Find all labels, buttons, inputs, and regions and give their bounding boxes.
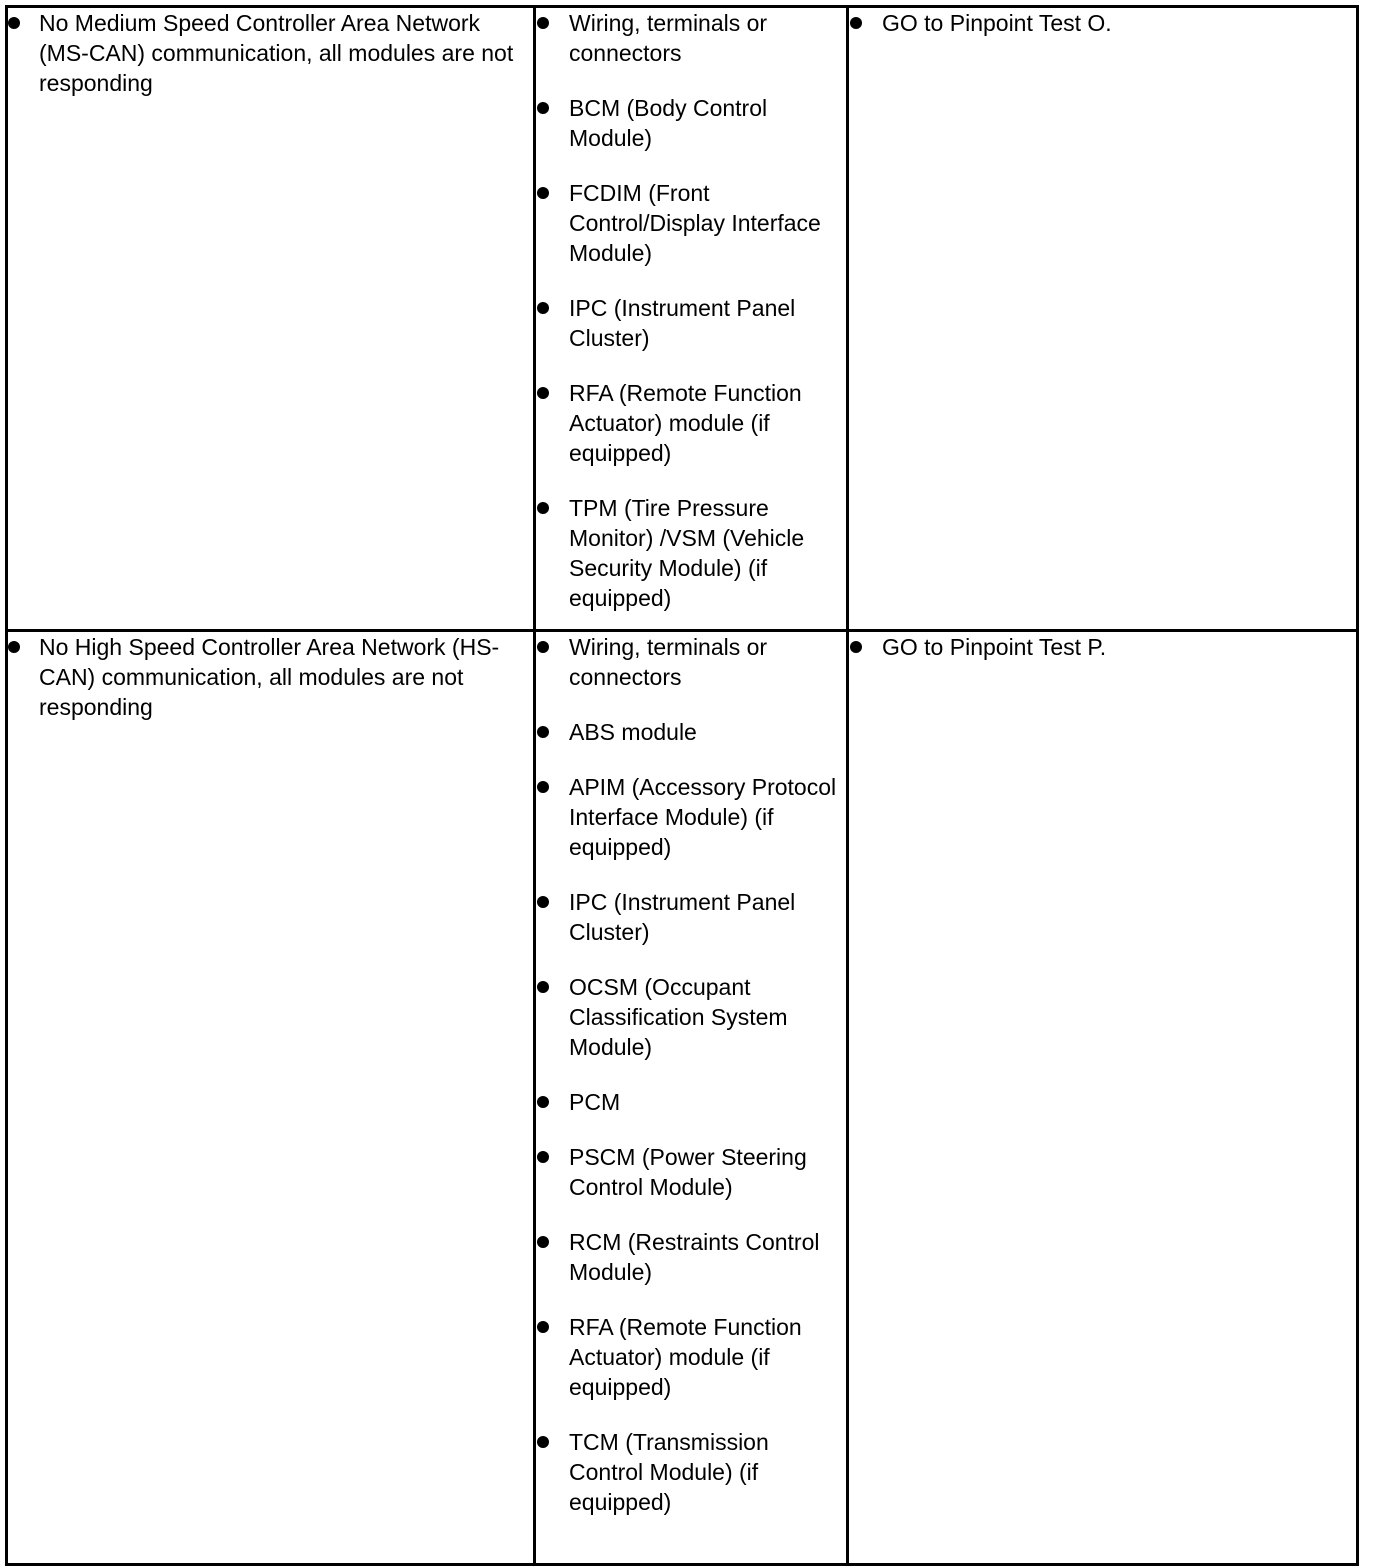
bullet-icon [537, 17, 549, 29]
source-text: TCM (Transmission Control Module) (if equipped) [569, 1429, 769, 1515]
symptom-cell [7, 631, 535, 1565]
source-item [536, 8, 846, 68]
source-text: ABS module [569, 719, 697, 745]
table-row-hs-can [7, 631, 1358, 1565]
source-text: RFA (Remote Function Actuator) module (if equipped) [569, 1314, 802, 1400]
source-item [536, 1227, 846, 1287]
source-item [536, 972, 846, 1062]
possible-source-cell [535, 631, 848, 1565]
bullet-icon [850, 641, 862, 653]
bullet-icon [537, 1321, 549, 1333]
table-row-ms-can [7, 7, 1358, 631]
source-item [536, 1312, 846, 1402]
bullet-icon [537, 896, 549, 908]
bullet-icon [537, 187, 549, 199]
bullet-icon [537, 502, 549, 514]
symptom-chart-table [5, 5, 1359, 1566]
symptom-item [8, 632, 533, 722]
source-item [536, 293, 846, 353]
source-text: FCDIM (Front Control/Display Interface Module) [569, 180, 821, 266]
bullet-icon [850, 17, 862, 29]
source-text: BCM (Body Control Module) [569, 95, 768, 151]
bullet-icon [537, 102, 549, 114]
source-item [536, 717, 846, 747]
symptom-text: No Medium Speed Controller Area Network (MS-CAN) communication, all modules are not responding [39, 10, 514, 96]
source-text: PCM [569, 1089, 621, 1115]
bullet-icon [8, 641, 20, 653]
source-item [536, 178, 846, 268]
action-text: GO to Pinpoint Test P. [882, 634, 1107, 660]
source-item [536, 632, 846, 692]
source-item [536, 1427, 846, 1517]
source-text: OCSM (Occupant Classification System Module) [569, 974, 788, 1060]
bullet-icon [537, 781, 549, 793]
bullet-icon [537, 1096, 549, 1108]
source-text: IPC (Instrument Panel Cluster) [569, 889, 796, 945]
source-item [536, 1087, 846, 1117]
possible-source-cell [535, 7, 848, 631]
source-item [536, 378, 846, 468]
source-item [536, 772, 846, 862]
bullet-icon [537, 387, 549, 399]
source-item [536, 887, 846, 947]
bullet-icon [537, 1151, 549, 1163]
bullet-icon [537, 1236, 549, 1248]
action-cell [848, 7, 1358, 631]
source-text: Wiring, terminals or connectors [569, 10, 768, 66]
bullet-icon [537, 641, 549, 653]
source-text: IPC (Instrument Panel Cluster) [569, 295, 796, 351]
source-text: TPM (Tire Pressure Monitor) /VSM (Vehicle Security Module) (if equipped) [569, 495, 805, 611]
source-item [536, 93, 846, 153]
source-item [536, 493, 846, 613]
source-text: RFA (Remote Function Actuator) module (if equipped) [569, 380, 802, 466]
source-text: RCM (Restraints Control Module) [569, 1229, 820, 1285]
bullet-icon [537, 726, 549, 738]
action-text: GO to Pinpoint Test O. [882, 10, 1112, 36]
symptom-text: No High Speed Controller Area Network (HS-CAN) communication, all modules are not responding [39, 634, 500, 720]
bullet-icon [537, 302, 549, 314]
action-cell [848, 631, 1358, 1565]
bullet-icon [8, 17, 20, 29]
source-text: APIM (Accessory Protocol Interface Module) (if equipped) [569, 774, 837, 860]
bullet-icon [537, 981, 549, 993]
source-text: PSCM (Power Steering Control Module) [569, 1144, 807, 1200]
action-item [849, 632, 1356, 662]
symptom-cell [7, 7, 535, 631]
action-item [849, 8, 1356, 38]
source-item [536, 1142, 846, 1202]
source-text: Wiring, terminals or connectors [569, 634, 768, 690]
symptom-item [8, 8, 533, 98]
bullet-icon [537, 1436, 549, 1448]
